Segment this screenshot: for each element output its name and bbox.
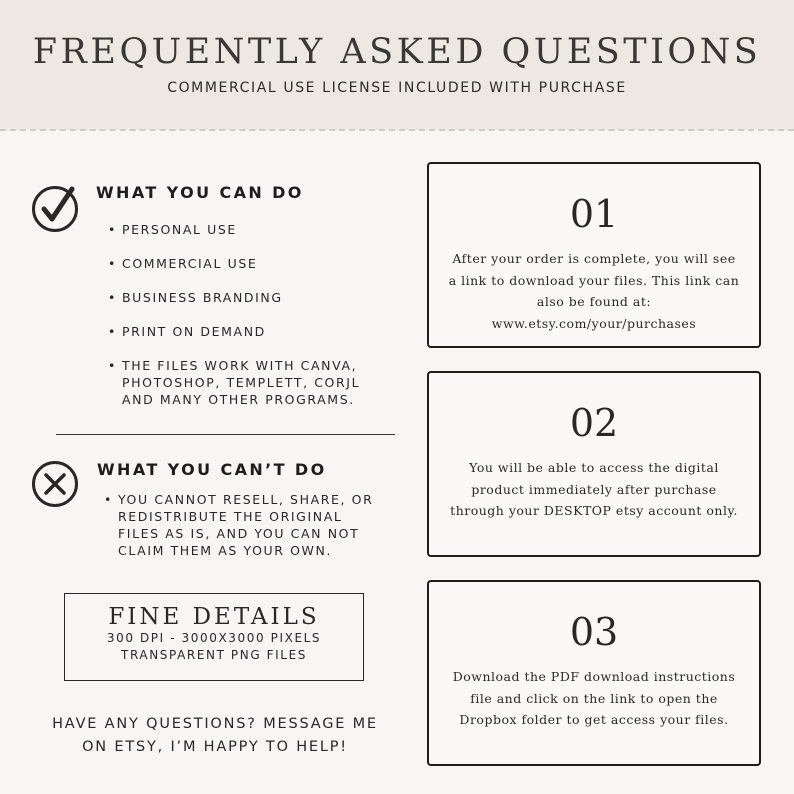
- step-number: 02: [569, 401, 619, 445]
- step-card-03: [427, 580, 761, 766]
- list-item: • PRINT ON DEMAND: [108, 323, 378, 340]
- can-do-heading: WHAT YOU CAN DO: [96, 183, 304, 202]
- fine-details-format: TRANSPARENT PNG FILES: [121, 648, 307, 662]
- step-text: You will be able to access the digital product immediately after purchase through your DESKTOP etsy account only.: [450, 460, 738, 518]
- list-item: • BUSINESS BRANDING: [108, 289, 378, 306]
- step-text: After your order is complete, you will see a link to download your files. This link can also be found at: www.etsy.com/your/purchases: [448, 251, 740, 331]
- fine-details-resolution: 300 DPI - 3000X3000 PIXELS: [106, 631, 322, 645]
- step-text: Download the PDF download instructions file and click on the link to open the Dropbox folder to get access your files.: [452, 669, 736, 727]
- step-card-02: [427, 371, 761, 557]
- cant-do-list: [104, 491, 384, 559]
- list-item: • PERSONAL USE: [108, 221, 378, 238]
- step-number: 01: [569, 192, 619, 236]
- page-title: FREQUENTLY ASKED QUESTIONS: [32, 32, 762, 72]
- list-item: • YOU CANNOT RESELL, SHARE, OR REDISTRIBUTE THE ORIGINAL FILES AS IS, AND YOU CAN NOT CLAIM THEM AS YOUR OWN.: [104, 491, 384, 559]
- cant-do-heading: WHAT YOU CAN’T DO: [97, 460, 327, 479]
- check-circle-icon: [32, 186, 78, 232]
- x-circle-icon: [32, 461, 78, 507]
- header-divider: [0, 129, 794, 131]
- can-do-list: [108, 221, 378, 408]
- fine-details-box: [64, 593, 364, 681]
- page-subtitle: COMMERCIAL USE LICENSE INCLUDED WITH PURCHASE: [167, 80, 627, 96]
- step-card-01: [427, 162, 761, 348]
- fine-details-title: FINE DETAILS: [108, 604, 320, 630]
- list-item: • COMMERCIAL USE: [108, 255, 378, 272]
- list-item: • THE FILES WORK WITH CANVA, PHOTOSHOP, TEMPLETT, CORJL AND MANY OTHER PROGRAMS.: [108, 357, 378, 408]
- step-number: 03: [569, 610, 619, 654]
- contact-message: HAVE ANY QUESTIONS? MESSAGE ME ON ETSY, I’M HAPPY TO HELP!: [52, 716, 378, 755]
- section-divider: [56, 434, 395, 435]
